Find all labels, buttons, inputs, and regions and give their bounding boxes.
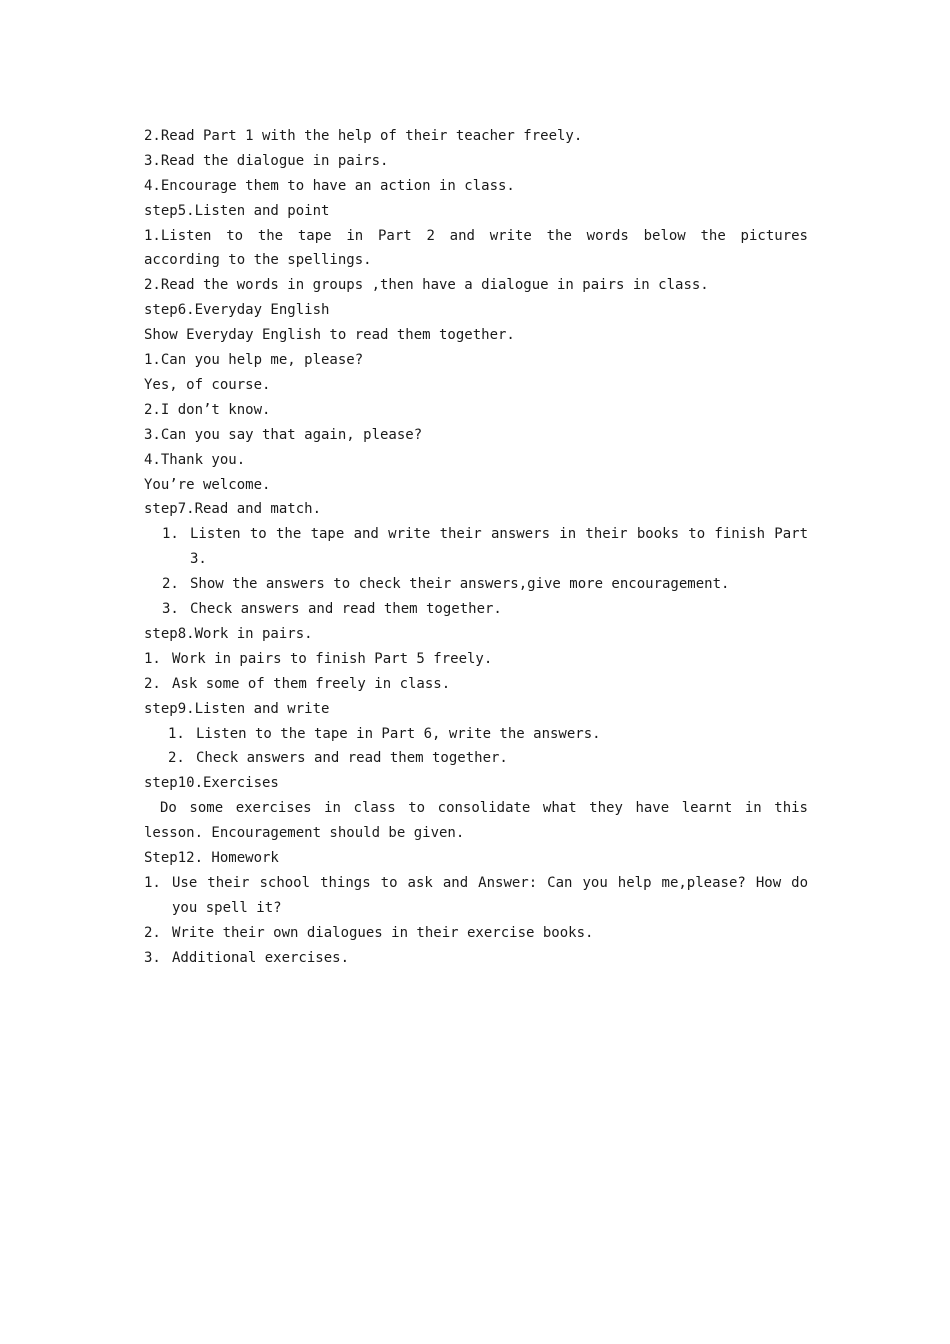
text-line: Show Everyday English to read them together. <box>144 327 515 344</box>
step-heading: step10.Exercises <box>144 775 279 792</box>
list-text: Write their own dialogues in their exercise books. <box>172 924 594 941</box>
list-item <box>144 572 808 597</box>
text-paragraph: 1.Listen to the tape in Part 2 and write the words below the pictures according to the spellings. <box>144 227 808 269</box>
list-number: 1. <box>162 526 179 543</box>
list-number: 2. <box>162 576 179 593</box>
list-number: 2. <box>144 924 161 941</box>
step-heading: step6.Everyday English <box>144 302 330 319</box>
list-item <box>144 746 808 771</box>
list-number: 2. <box>168 750 185 767</box>
step-heading: Step12. Homework <box>144 850 279 867</box>
step-heading: step8.Work in pairs. <box>144 625 313 642</box>
list-text: Listen to the tape and write their answers in their books to finish Part 3. <box>190 526 808 568</box>
list-number: 2. <box>144 675 161 692</box>
text-line: 2.I don’t know. <box>144 401 271 418</box>
list-item <box>144 522 808 572</box>
list-item <box>144 647 808 672</box>
list-text: Work in pairs to finish Part 5 freely. <box>172 650 493 667</box>
list-text: Listen to the tape in Part 6, write the answers. <box>196 725 601 742</box>
list-text: Check answers and read them together. <box>196 750 508 767</box>
text-line: 3.Can you say that again, please? <box>144 426 423 443</box>
step-heading: step7.Read and match. <box>144 501 322 518</box>
list-text: Additional exercises. <box>172 949 350 966</box>
list-item <box>144 722 808 747</box>
document-body <box>144 124 808 971</box>
list-item <box>144 921 808 946</box>
text-line: You’re welcome. <box>144 476 271 493</box>
text-line: 3.Read the dialogue in pairs. <box>144 152 389 169</box>
list-text: Check answers and read them together. <box>190 601 502 617</box>
text-line: 4.Thank you. <box>144 451 246 468</box>
text-line: Yes, of course. <box>144 376 271 393</box>
text-line: 2.Read the words in groups ,then have a dialogue in pairs in class. <box>144 277 709 294</box>
list-item <box>144 672 808 697</box>
list-text: Use their school things to ask and Answer: Can you help me,please? How do you spell it? <box>172 874 808 916</box>
text-paragraph: Do some exercises in class to consolidate what they have learnt in this lesson. Encouragement should be given. <box>144 800 808 842</box>
list-item <box>144 871 808 921</box>
list-text: Show the answers to check their answers,give more encouragement. <box>190 576 730 593</box>
list-text: Ask some of them freely in class. <box>172 675 451 692</box>
text-line: 4.Encourage them to have an action in class. <box>144 177 515 194</box>
step-heading: step9.Listen and write <box>144 700 330 717</box>
list-number: 1. <box>144 874 161 891</box>
list-item <box>144 597 808 622</box>
list-number: 3. <box>162 601 179 617</box>
list-item <box>144 946 808 971</box>
list-number: 1. <box>144 650 161 667</box>
step-heading: step5.Listen and point <box>144 202 330 219</box>
list-number: 1. <box>168 725 185 742</box>
text-line: 1.Can you help me, please? <box>144 352 364 369</box>
list-number: 3. <box>144 949 161 966</box>
text-line: 2.Read Part 1 with the help of their teacher freely. <box>144 128 583 144</box>
